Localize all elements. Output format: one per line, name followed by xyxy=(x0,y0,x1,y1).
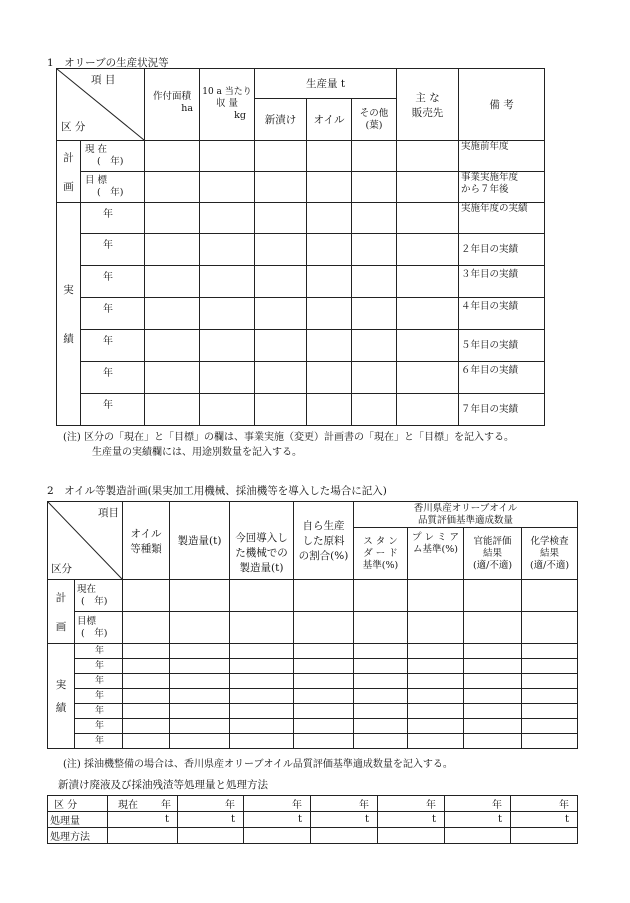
header-buyer: 主 な 販売先 xyxy=(397,69,459,141)
oil-result-row: 実 績 年 xyxy=(48,644,578,659)
result-row: 年 ２年目の実績 xyxy=(57,234,545,266)
section3-title: 新漬け廃液及び採油残渣等処理量と処理方法 xyxy=(58,779,268,791)
oil-result-row: 年 xyxy=(48,674,578,689)
waste-year-row: 区 分 現在 年 年 年 年 年 年 年 xyxy=(48,796,578,812)
oil-results-group-label: 実 績 xyxy=(48,644,75,749)
header-remarks: 備 考 xyxy=(459,69,545,141)
header-yield: 10 a 当たり 収 量 kg xyxy=(200,69,255,141)
result-row: 実 績 年 実施年度の実績 xyxy=(57,203,545,234)
section1-note1: (注) 区分の「現在」と「目標」の欄は、事業実施（変更）計画書の「現在」と「目標」を記入する。 xyxy=(63,432,514,443)
oil-header-own-ratio: 自ら生産 した原料 の割合(%) xyxy=(294,502,354,580)
header-corner-cell xyxy=(57,69,145,141)
oil-header-type: オイル 等種類 xyxy=(123,502,170,580)
waste-kubun-label: 区 分 xyxy=(48,796,108,812)
section2-note: (注) 採油機整備の場合は、香川県産オリーブオイル品質評価基準適成数量を記入する。 xyxy=(63,759,453,770)
oil-header-production: 製造量(t) xyxy=(170,502,230,580)
oil-plan-target-label: 目標 ( 年) xyxy=(75,612,123,644)
section2-title: 2 オイル等製造計画(果実加工用機械、採油機等を導入した場合に記入) xyxy=(47,485,387,497)
oil-plan-current-label: 現在 ( 年) xyxy=(75,580,123,612)
header-oil: オイル xyxy=(307,99,352,141)
waste-current-year: 現在 年 xyxy=(108,796,178,812)
plan-current-remark: 実施前年度 xyxy=(459,141,545,172)
header-production: 生産量 t xyxy=(255,69,397,99)
oil-result-row: 年 xyxy=(48,719,578,734)
oil-header-item-label: 項目 xyxy=(98,507,119,519)
result-row: 年 ５年目の実績 xyxy=(57,330,545,362)
oil-result-row: 年 xyxy=(48,659,578,674)
waste-method-label: 処理方法 xyxy=(48,828,108,844)
header-kubun-label: 区 分 xyxy=(61,121,86,133)
result-row: 年 ７年目の実績 xyxy=(57,394,545,426)
oil-header-sensory: 官能評価 結果 (適/不適) xyxy=(464,528,522,580)
oil-header-corner-cell xyxy=(48,502,123,580)
oil-production-plan-table xyxy=(47,501,578,749)
production-status-table xyxy=(56,68,545,426)
waste-amount-row: 処理量 t t t t t t t xyxy=(48,812,578,828)
oil-result-row: 年 xyxy=(48,734,578,749)
waste-method-row xyxy=(48,828,578,844)
plan-current-label: 現 在 ( 年) xyxy=(81,141,145,172)
oil-header-standard: ス タ ン ダ ー ド 基準(%) xyxy=(354,528,408,580)
oil-header-chemical: 化学検査 結果 (適/不適) xyxy=(522,528,578,580)
oil-plan-group-label: 計 画 xyxy=(48,580,75,644)
header-area: 作付面積 ha xyxy=(145,69,200,141)
section1-note2: 生産量の実績欄には、用途別数量を記入する。 xyxy=(92,447,302,458)
header-item-label: 項 目 xyxy=(91,74,116,86)
result-row: 年 ６年目の実績 xyxy=(57,362,545,394)
plan-target-label: 目 標 ( 年) xyxy=(81,172,145,203)
oil-header-kubun-label: 区分 xyxy=(51,563,72,575)
oil-result-row: 年 xyxy=(48,704,578,719)
waste-treatment-table xyxy=(47,795,578,844)
header-other: その他 (葉) xyxy=(352,99,397,141)
oil-result-row: 年 xyxy=(48,689,578,704)
result-row: 年 ４年目の実績 xyxy=(57,298,545,330)
oil-header-premium: プ レ ミ ア ム基準(%) xyxy=(408,528,464,580)
plan-group-label: 計 画 xyxy=(57,141,81,203)
section1-title: 1 オリーブの生産状況等 xyxy=(47,57,169,69)
header-shinzuke: 新漬け xyxy=(255,99,307,141)
oil-header-new-machine: 今回導入し た機械での 製造量(t) xyxy=(230,502,294,580)
waste-amount-label: 処理量 xyxy=(48,812,108,828)
oil-header-kagawa: 香川県産オリーブオイル 品質評価基準適成数量 xyxy=(354,502,578,528)
result-row: 年 ３年目の実績 xyxy=(57,266,545,298)
results-group-label: 実 績 xyxy=(57,203,81,426)
plan-target-remark: 事業実施年度 から７年後 xyxy=(459,172,545,203)
